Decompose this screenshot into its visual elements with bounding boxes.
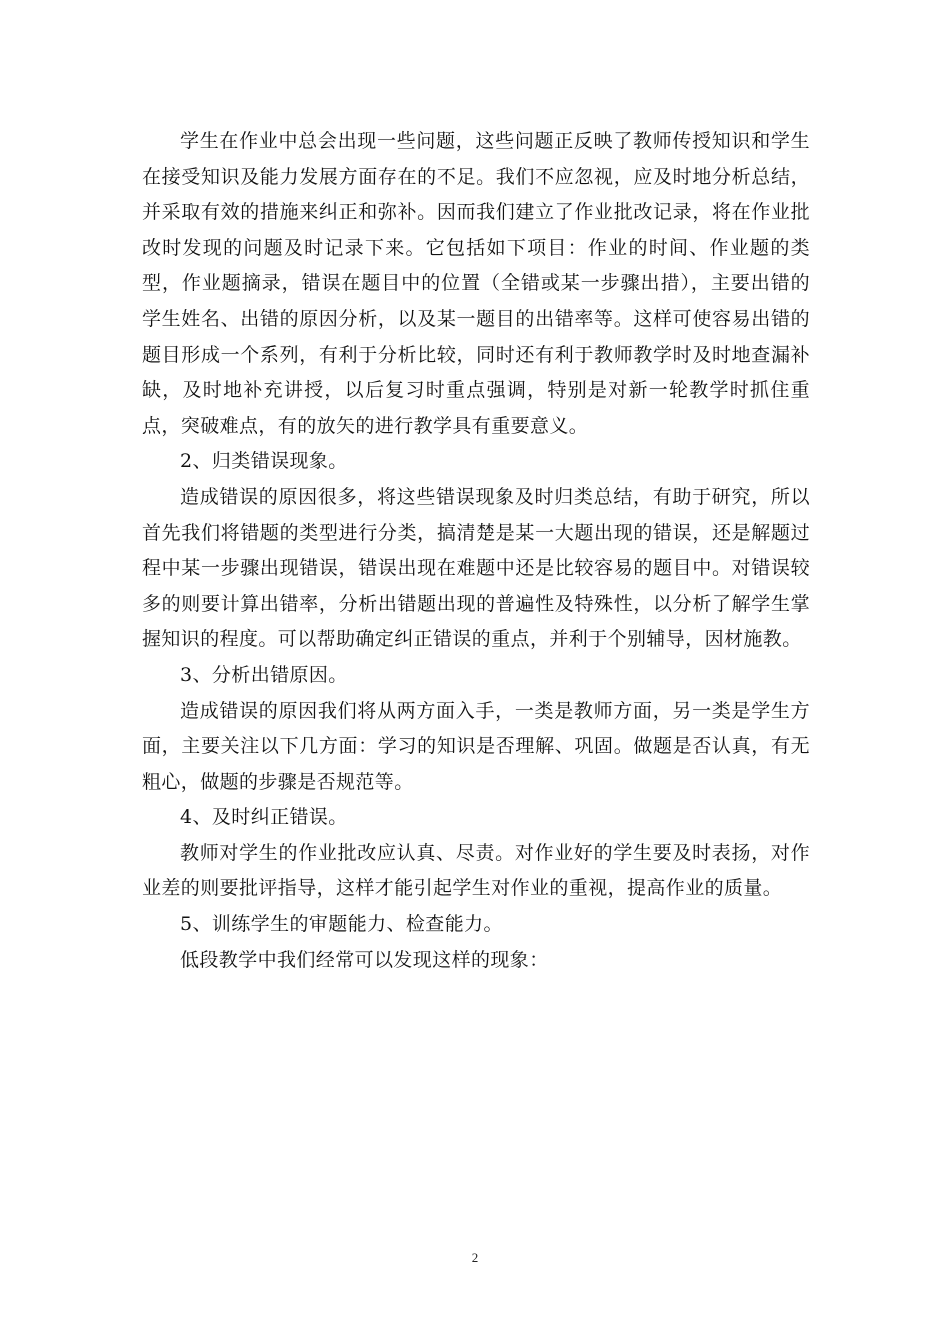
page-number: 2 xyxy=(471,1250,479,1265)
paragraph-analyze-causes: 造成错误的原因我们将从两方面入手，一类是教师方面，另一类是学生方面，主要关注以下几方面：学习的知识是否理解、巩固。做题是否认真，有无粗心，做题的步骤是否规范等。 xyxy=(142,699,810,793)
heading-classify-errors: 2、归类错误现象。 xyxy=(180,450,348,473)
paragraph-correct-errors: 教师对学生的作业批改应认真、尽责。对作业好的学生要及时表扬，对作业差的则要批评指导，这样才能引起学生对作业的重视，提高作业的质量。 xyxy=(142,841,810,900)
heading-train-skills: 5、训练学生的审题能力、检查能力。 xyxy=(180,913,503,936)
heading-analyze-causes: 3、分析出错原因。 xyxy=(180,663,348,686)
heading-correct-errors: 4、及时纠正错误。 xyxy=(180,806,348,829)
page-body xyxy=(142,124,810,978)
paragraph-train-skills: 低段教学中我们经常可以发现这样的现象： xyxy=(180,948,549,971)
paragraph-homework-record: 学生在作业中总会出现一些问题，这些问题正反映了教师传授知识和学生在接受知识及能力发展方面存在的不足。我们不应忽视，应及时地分析总结，并采取有效的措施来纠正和弥补。因而我们建立了作业批改记录，将在作业批改时发现的问题及时记录下来。它包括如下项目：作业的时间、作业题的类型，作业题摘录，错误在题目中的位置（全错或某一步骤出措），主要出错的学生姓名、出错的原因分析，以及某一题目的出错率等。这样可使容易出错的题目形成一个系列，有利于分析比较，同时还有利于教师教学时及时地查漏补缺，及时地补充讲授，以后复习时重点强调，特别是对新一轮教学时抓住重点，突破难点，有的放矢的进行教学具有重要意义。 xyxy=(142,130,810,437)
paragraph-classify-errors: 造成错误的原因很多，将这些错误现象及时归类总结，有助于研究，所以首先我们将错题的类型进行分类，搞清楚是某一大题出现的错误，还是解题过程中某一步骤出现错误，错误出现在难题中还是比较容易的题目中。对错误较多的则要计算出错率，分析出错题出现的普遍性及特殊性，以分析了解学生掌握知识的程度。可以帮助确定纠正错误的重点，并利于个别辅导，因材施教。 xyxy=(142,485,810,651)
